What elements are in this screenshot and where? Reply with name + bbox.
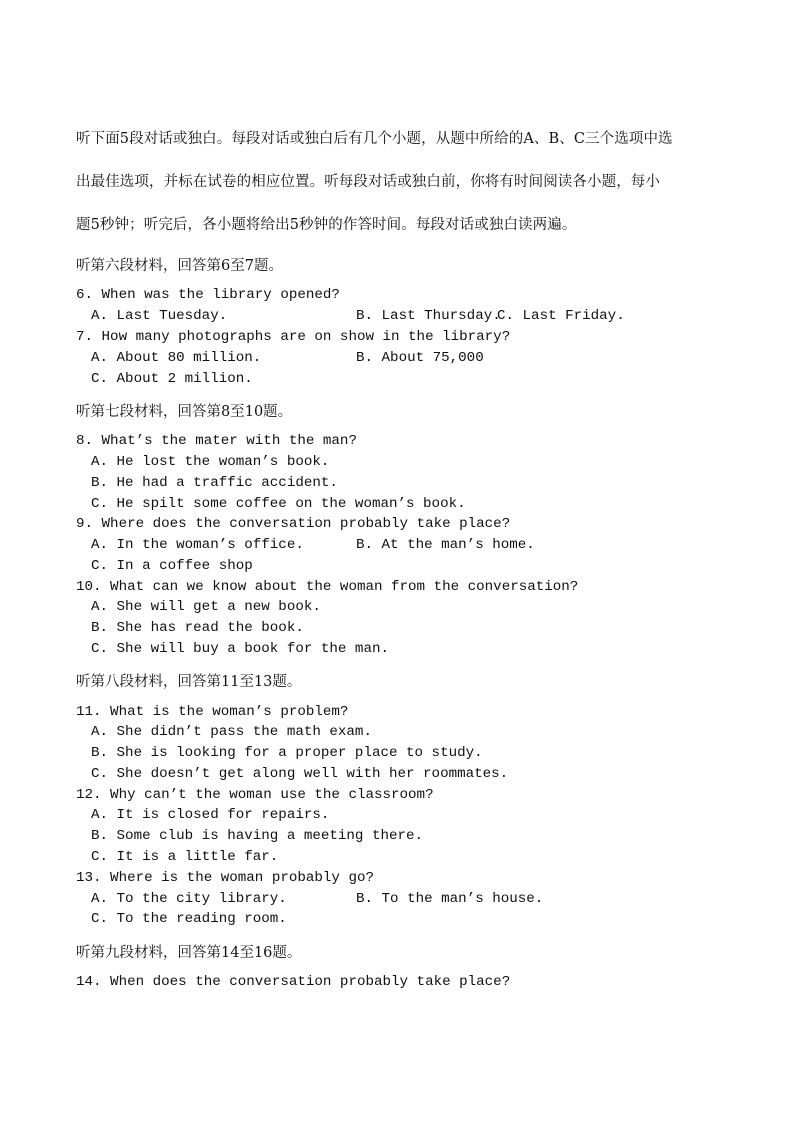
question-11: 11. What is the woman’s problem? [76, 704, 349, 720]
q7-option-a: A. About 80 million. [91, 350, 262, 366]
q7-option-c: C. About 2 million. [91, 371, 253, 387]
q7-option-b: B. About 75,000 [356, 350, 484, 366]
section-heading-7: 听第七段材料，回答第8至10题。 [76, 404, 293, 420]
question-14: 14. When does the conversation probably take place? [76, 974, 511, 990]
q12-option-c: C. It is a little far. [91, 849, 279, 865]
q11-option-a: A. She didn’t pass the math exam. [91, 724, 372, 740]
q13-option-a: A. To the city library. [91, 891, 287, 907]
q13-option-c: C. To the reading room. [91, 911, 287, 927]
question-6: 6. When was the library opened? [76, 287, 340, 303]
q10-option-b: B. She has read the book. [91, 620, 304, 636]
section-heading-8: 听第八段材料，回答第11至13题。 [76, 674, 302, 690]
question-12: 12. Why can’t the woman use the classroom? [76, 787, 434, 803]
question-8: 8. What’s the mater with the man? [76, 433, 357, 449]
q6-option-b: B. Last Thursday. [356, 308, 501, 324]
q8-option-a: A. He lost the woman’s book. [91, 454, 330, 470]
section-heading-9: 听第九段材料，回答第14至16题。 [76, 945, 302, 961]
q10-option-a: A. She will get a new book. [91, 599, 321, 615]
q13-option-b: B. To the man’s house. [356, 891, 544, 907]
q6-option-c: C. Last Friday. [497, 308, 625, 324]
instruction-line: 出最佳选项，并标在试卷的相应位置。听每段对话或独白前，你将有时间阅读各小题，每小 [76, 174, 660, 190]
q11-option-c: C. She doesn’t get along well with her roommates. [91, 766, 509, 782]
section-heading-6: 听第六段材料，回答第6至7题。 [76, 258, 283, 274]
instruction-line: 听下面5段对话或独白。每段对话或独白后有几个小题，从题中所给的A、B、C三个选项中选 [76, 131, 673, 147]
q8-option-b: B. He had a traffic accident. [91, 475, 338, 491]
q12-option-a: A. It is closed for repairs. [91, 807, 330, 823]
question-10: 10. What can we know about the woman from the conversation? [76, 579, 579, 595]
q9-option-c: C. In a coffee shop [91, 558, 253, 574]
q6-option-a: A. Last Tuesday. [91, 308, 228, 324]
question-9: 9. Where does the conversation probably take place? [76, 516, 511, 532]
instruction-line: 题5秒钟；听完后，各小题将给出5秒钟的作答时间。每段对话或独白读两遍。 [76, 217, 577, 233]
q10-option-c: C. She will buy a book for the man. [91, 641, 389, 657]
question-13: 13. Where is the woman probably go? [76, 870, 374, 886]
q12-option-b: B. Some club is having a meeting there. [91, 828, 424, 844]
instructions [76, 118, 726, 247]
q8-option-c: C. He spilt some coffee on the woman’s book. [91, 496, 466, 512]
q9-option-a: A. In the woman’s office. [91, 537, 304, 553]
question-7: 7. How many photographs are on show in the library? [76, 329, 511, 345]
q11-option-b: B. She is looking for a proper place to study. [91, 745, 483, 761]
q9-option-b: B. At the man’s home. [356, 537, 535, 553]
